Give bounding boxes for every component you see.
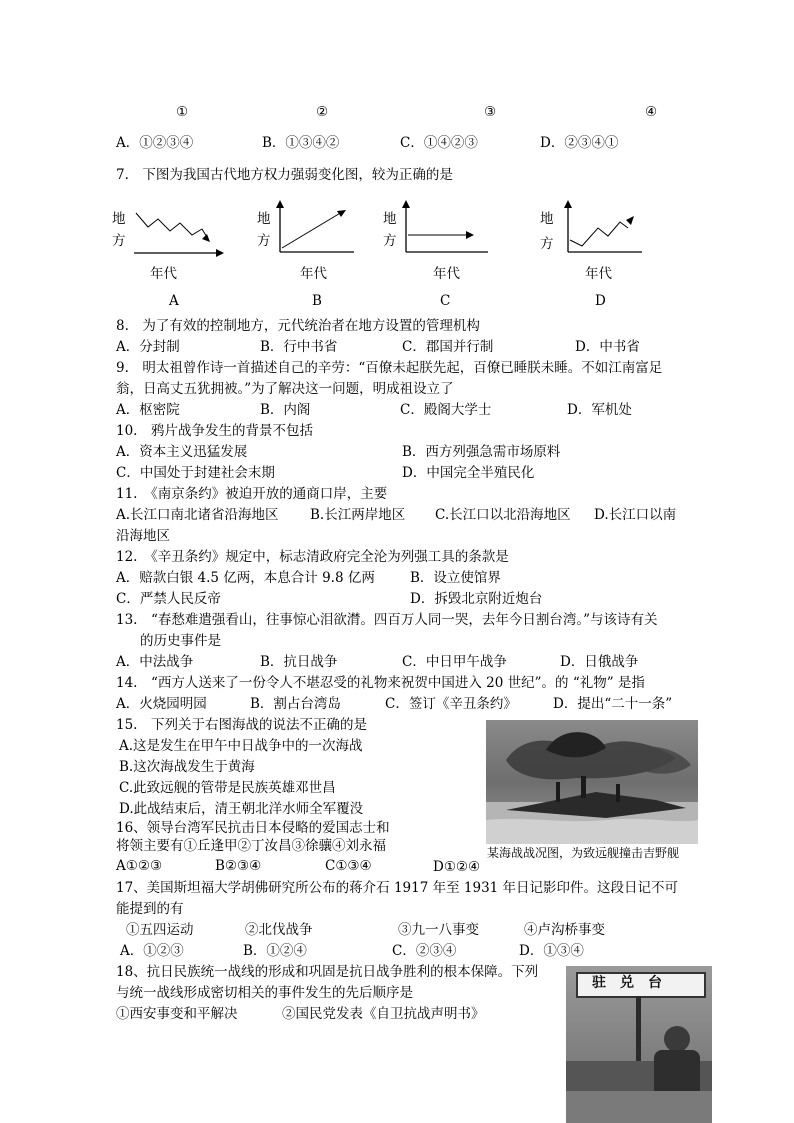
q16-option-b: B②③④: [215, 858, 262, 874]
q18-stem-1: 18、抗日民族统一战线的形成和巩固是抗日战争胜利的根本保障。下列: [116, 964, 539, 980]
q9-stem-2: 翁，日高丈五犹拥被。”为了解决这一问题，明成祖设立了: [116, 381, 454, 397]
q7-letter-b: B: [312, 293, 322, 309]
q7-b-xlabel: 年代: [300, 266, 327, 282]
q8-option-d: D．中书省: [575, 339, 640, 355]
q15-option-b: B.这次海战发生于黄海: [119, 759, 255, 775]
q17-option-a: A．①②③: [120, 943, 184, 959]
q17-option-c: C．②③④: [392, 943, 457, 959]
q7-diagram-c: [400, 200, 492, 262]
q7-letter-c: C: [440, 293, 451, 309]
q12-stem: 12. 《辛丑条约》规定中，标志清政府完全沦为列强工具的条款是: [116, 549, 509, 565]
q15-photo-caption: 某海战战况图，为致远舰撞击吉野舰: [487, 846, 680, 860]
q15-option-c: C.此致远舰的管带是民族英雄邓世昌: [119, 780, 336, 796]
q10-option-a: A．资本主义迅猛发展: [116, 444, 248, 460]
q17-item-2: ②北伐战争: [245, 922, 313, 938]
q17-item-3: ③九一八事变: [398, 922, 479, 938]
q9-option-a: A．枢密院: [116, 402, 180, 418]
q12-option-a: A．赔款白银 4.5 亿两，本息合计 9.8 亿两: [116, 570, 375, 586]
circle-4: ④: [645, 104, 658, 120]
q16-option-c: C①③④: [325, 858, 372, 874]
q17-item-4: ④卢沟桥事变: [524, 922, 605, 938]
q17-stem-2: 能提到的有: [116, 901, 184, 917]
q7-b-ylabel-2: 方: [257, 233, 271, 249]
q13-stem-2: 的历史事件是: [140, 633, 221, 649]
q8-option-a: A．分封制: [116, 339, 180, 355]
soldier-sign-photo: [566, 966, 712, 1123]
q11-continuation: 沿海地区: [116, 528, 170, 544]
q10-option-d: D．中国完全半殖民化: [402, 465, 535, 481]
q12-option-b: B．设立使馆界: [410, 570, 501, 586]
circle-1: ①: [176, 104, 189, 120]
q13-stem-1: 13. “春愁难遣强看山，往事惊心泪欲潸。四百万人同一哭，去年今日割台湾。”与该诗有关: [116, 612, 658, 628]
q11-option-c: C.长江口以北沿海地区: [435, 507, 571, 523]
q12-option-d: D．拆毁北京附近炮台: [410, 591, 543, 607]
q7-a-ylabel-1: 地: [112, 211, 126, 227]
q14-option-c: C．签订《辛丑条约》: [385, 696, 517, 712]
q13-option-a: A．中法战争: [116, 654, 194, 670]
q14-option-b: B．割占台湾岛: [250, 696, 341, 712]
q7-a-ylabel-2: 方: [112, 233, 126, 249]
q11-option-d: D.长江口以南: [594, 507, 677, 523]
q6-option-b: B．①③④②: [262, 135, 340, 151]
q6-option-c: C．①④②③: [400, 135, 478, 151]
q17-item-1: ①五四运动: [126, 922, 194, 938]
q7-stem: 7. 下图为我国古代地方权力强弱变化图，较为正确的是: [116, 167, 453, 183]
q7-c-ylabel-2: 方: [383, 233, 397, 249]
q11-stem: 11. 《南京条约》被迫开放的通商口岸，主要: [116, 486, 388, 502]
q10-stem: 10. 鸦片战争发生的背景不包括: [116, 423, 313, 439]
q17-stem-1: 17、美国斯坦福大学胡佛研究所公布的蒋介石 1917 年至 1931 年日记影印件。这段日记不可: [116, 880, 679, 896]
q9-stem-1: 9. 明太祖曾作诗一首描述自己的辛劳：“百僚未起朕先起，百僚已睡朕未睡。不如江南富足: [116, 360, 663, 376]
q15-stem: 15. 下列关于右图海战的说法不正确的是: [116, 717, 367, 733]
naval-battle-photo: [486, 720, 698, 844]
q12-option-c: C．严禁人民反帝: [116, 591, 221, 607]
q7-diagram-a: [128, 205, 228, 260]
q11-option-b: B.长江两岸地区: [310, 507, 406, 523]
q18-item-1: ①西安事变和平解决: [116, 1006, 238, 1022]
q7-letter-a: A: [169, 293, 179, 309]
q14-option-a: A．火烧园明园: [116, 696, 207, 712]
q7-c-xlabel: 年代: [433, 266, 460, 282]
q13-option-c: C．中日甲午战争: [402, 654, 507, 670]
q7-c-ylabel-1: 地: [383, 211, 397, 227]
q7-d-ylabel-1: 地: [540, 211, 554, 227]
q8-stem: 8. 为了有效的控制地方，元代统治者在地方设置的管理机构: [116, 318, 480, 334]
q7-d-xlabel: 年代: [585, 266, 612, 282]
sign-text: 驻 兑 台: [592, 975, 662, 991]
q13-option-d: D．日俄战争: [560, 654, 639, 670]
q14-option-d: D．提出“二十一条”: [553, 696, 673, 712]
q7-letter-d: D: [595, 293, 606, 309]
q8-option-b: B．行中书省: [260, 339, 338, 355]
q9-option-b: B．内阁: [260, 402, 311, 418]
q16-option-d: D①②④: [433, 859, 481, 875]
q7-diagram-d: [562, 200, 646, 262]
q14-stem: 14. “西方人送来了一份令人不堪忍受的礼物来祝贺中国进入 20 世纪”。的 “礼物” 是指: [116, 675, 645, 691]
q7-d-ylabel-2: 方: [540, 236, 554, 252]
q17-option-b: B．①②④: [243, 943, 307, 959]
q10-option-b: B．西方列强急需市场原料: [402, 444, 561, 460]
q7-diagram-b: [274, 200, 358, 262]
q15-option-a: A.这是发生在甲午中日战争中的一次海战: [119, 738, 363, 754]
q13-option-b: B．抗日战争: [260, 654, 338, 670]
q6-option-d: D．②③④①: [540, 135, 619, 151]
q18-item-2: ②国民党发表《自卫抗战声明书》: [282, 1006, 485, 1022]
circle-3: ③: [484, 104, 497, 120]
q17-option-d: D．①③④: [519, 943, 584, 959]
q9-option-c: C．殿阁大学士: [400, 402, 492, 418]
q9-option-d: D．军机处: [567, 402, 632, 418]
q7-b-ylabel-1: 地: [257, 211, 271, 227]
q18-stem-2: 与统一战线形成密切相关的事件发生的先后顺序是: [116, 985, 413, 1001]
q16-stem-2: 将领主要有①丘逢甲②丁汝昌③徐骧④刘永福: [116, 838, 386, 854]
q16-option-a: A①②③: [116, 858, 163, 874]
q6-option-a: A．①②③④: [116, 135, 194, 151]
q10-option-c: C．中国处于封建社会末期: [116, 465, 275, 481]
q15-option-d: D.此战结束后，清王朝北洋水师全军覆没: [119, 801, 364, 817]
q7-a-xlabel: 年代: [150, 266, 177, 282]
circle-2: ②: [316, 104, 329, 120]
q8-option-c: C．郡国并行制: [402, 339, 494, 355]
q11-option-a: A.长江口南北诸省沿海地区: [116, 507, 279, 523]
q16-stem-1: 16、领导台湾军民抗击日本侵略的爱国志士和: [116, 820, 390, 836]
